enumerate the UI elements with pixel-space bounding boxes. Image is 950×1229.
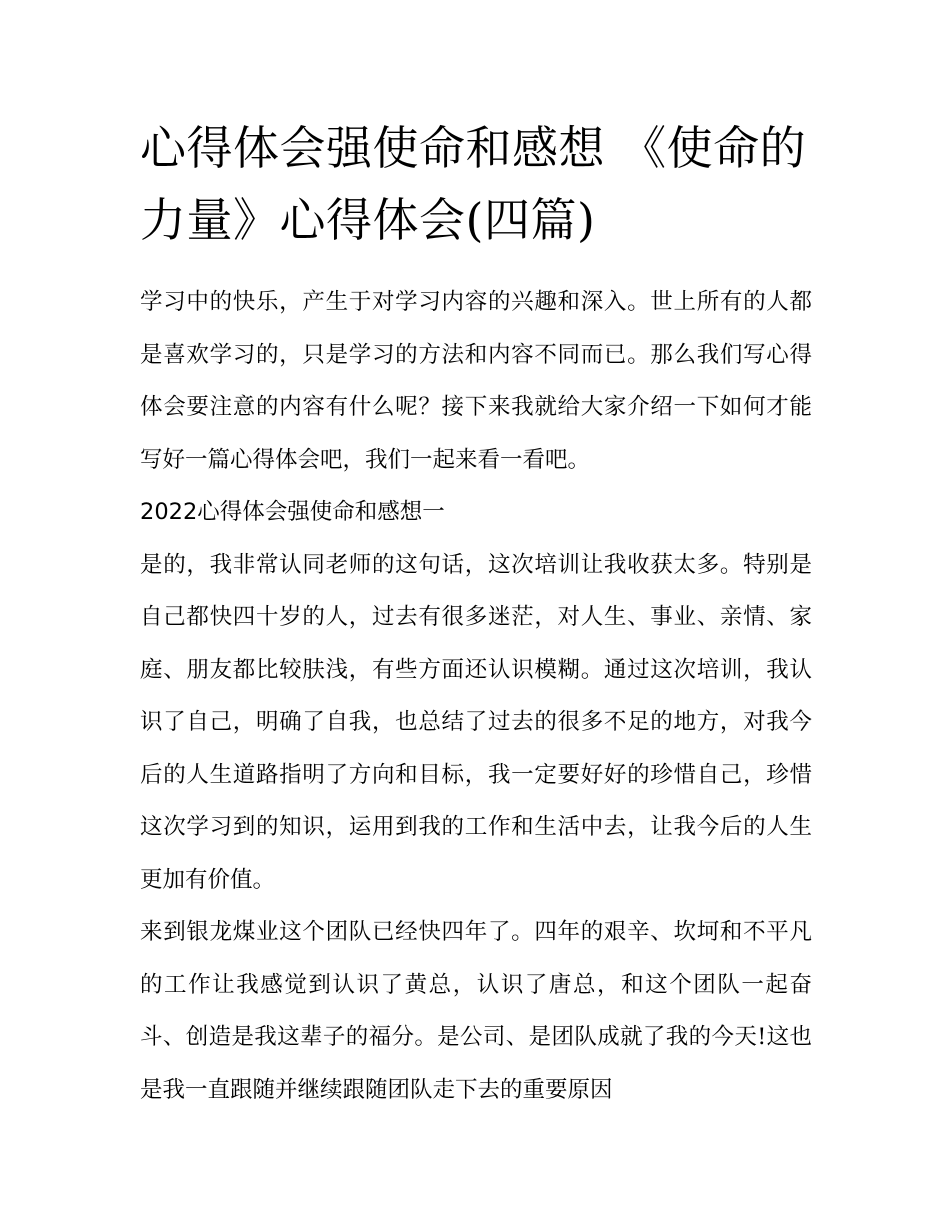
section-heading: 2022心得体会强使命和感想一 <box>140 499 445 525</box>
body-paragraph: 是的，我非常认同老师的这句话，这次培训让我收获太多。特别是自己都快四十岁的人，过去有很多迷茫，对人生、事业、亲情、家庭、朋友都比较肤浅，有些方面还认识模糊。通过这次培训，我认识了自己，明确了自我，也总结了过去的很多不足的地方，对我今后的人生道路指明了方向和目标，我一定要好好的珍惜自己，珍惜这次学习到的知识，运用到我的工作和生活中去，让我今后的人生更加有价值。 <box>140 551 812 893</box>
document-title: 心得体会强使命和感想 《使命的力量》心得体会(四篇) <box>140 121 807 247</box>
body-paragraph: 来到银龙煤业这个团队已经快四年了。四年的艰辛、坎坷和不平凡的工作让我感觉到认识了黄总，认识了唐总，和这个团队一起奋斗、创造是我这辈子的福分。是公司、是团队成就了我的今天!这也是我一直跟随并继续跟随团队走下去的重要原因 <box>140 919 812 1103</box>
intro-paragraph: 学习中的快乐，产生于对学习内容的兴趣和深入。世上所有的人都是喜欢学习的，只是学习的方法和内容不同而已。那么我们写心得体会要注意的内容有什么呢？接下来我就给大家介绍一下如何才能写好一篇心得体会吧，我们一起来看一看吧。 <box>140 289 812 473</box>
document-body <box>140 276 812 1116</box>
